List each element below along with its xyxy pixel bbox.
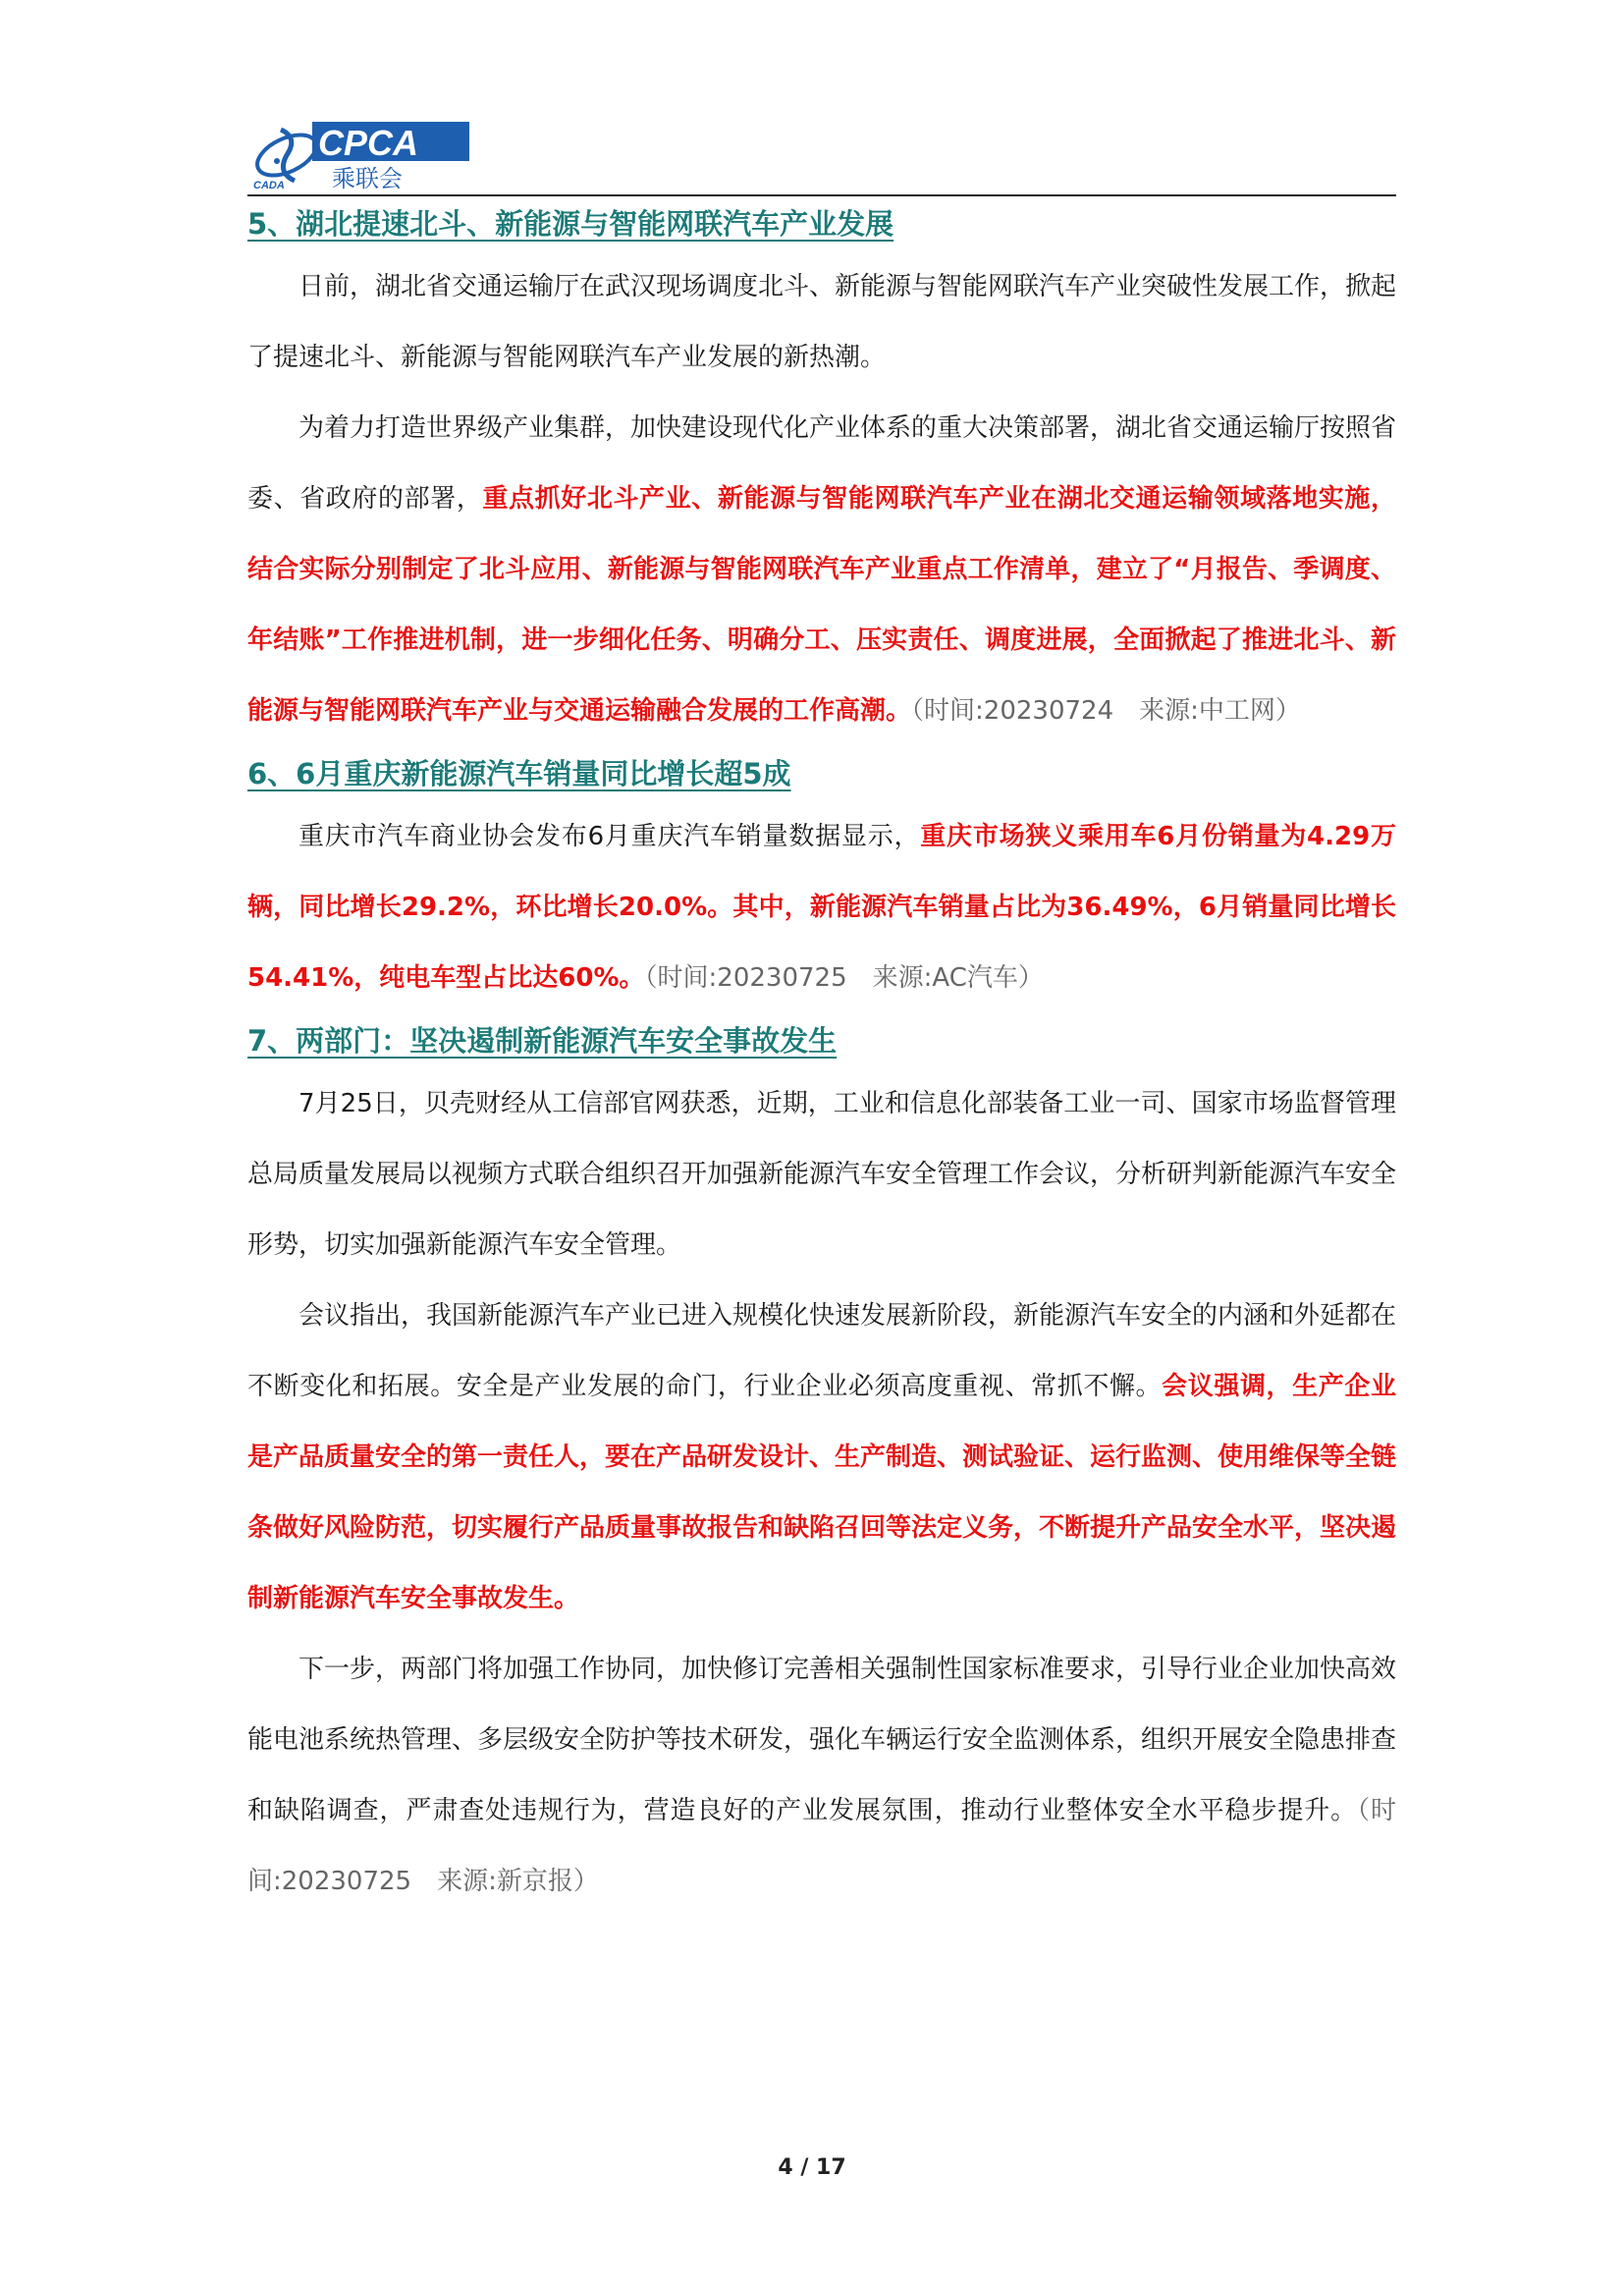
paragraph: 为着力打造世界级产业集群，加快建设现代化产业体系的重大决策部署，湖北省交通运输厅按照省委、省政府的部署，重点抓好北斗产业、新能源与智能网联汽车产业在湖北交通运输领域落地实施，结合实际分别制定了北斗应用、新能源与智能网联汽车产业重点工作清单，建立了“月报告、季调度、年结账”工作推进机制，进一步细化任务、明确分工、压实责任、调度进展，全面掀起了推进北斗、新能源与智能网联汽车产业与交通运输融合发展的工作高潮。（时间:20230724 来源:中工网） — [247, 413, 1397, 726]
paragraph: 下一步，两部门将加强工作协同，加快修订完善相关强制性国家标准要求，引导行业企业加快高效能电池系统热管理、多层级安全防护等技术研发，强化车辆运行安全监测体系，组织开展安全隐患排查和缺陷调查，严肃查处违规行为，营造良好的产业发展氛围，推动行业整体安全水平稳步提升。（时间:20230725 来源:新京报） — [247, 1655, 1397, 1896]
section-heading: 7、两部门：坚决遏制新能源汽车安全事故发生 — [247, 1024, 838, 1058]
svg-text:CADA: CADA — [253, 180, 285, 191]
section-heading: 5、湖北提速北斗、新能源与智能网联汽车产业发展 — [247, 207, 894, 241]
article-content — [247, 196, 1396, 1917]
svg-text:CPCA: CPCA — [318, 123, 419, 163]
source-note: （时间:20230725 来源:AC汽车） — [644, 963, 1044, 993]
source-note: （时间:20230725 来源:新京报） — [247, 1796, 1396, 1896]
section-heading: 6、6月重庆新能源汽车销量同比增长超5成 — [247, 757, 791, 790]
emphasis-text: 重点抓好北斗产业、新能源与智能网联汽车产业在湖北交通运输领域落地实施，结合实际分别制定了北斗应用、新能源与智能网联汽车产业重点工作清单，建立了“月报告、季调度、年结账”工作推进机制，进一步细化任务、明确分工、压实责任、调度进展，全面掀起了推进北斗、新能源与智能网联汽车产业与交通运输融合发展的工作高潮。 — [247, 484, 1396, 726]
paragraph: 7月25日，贝壳财经从工信部官网获悉，近期，工业和信息化部装备工业一司、国家市场监督管理总局质量发展局以视频方式联合组织召开加强新能源汽车安全管理工作会议，分析研判新能源汽车安全形势，切实加强新能源汽车安全管理。 — [247, 1089, 1397, 1260]
svg-text:乘联会: 乘联会 — [332, 165, 403, 192]
cpca-logo — [247, 116, 483, 192]
paragraph: 日前，湖北省交通运输厅在武汉现场调度北斗、新能源与智能网联汽车产业突破性发展工作，掀起了提速北斗、新能源与智能网联汽车产业发展的新热潮。 — [247, 272, 1397, 372]
source-note: （时间:20230724 来源:中工网） — [911, 696, 1301, 726]
page-number: 4 / 17 — [778, 2155, 846, 2180]
paragraph: 重庆市汽车商业协会发布6月重庆汽车销量数据显示，重庆市场狭义乘用车6月份销量为4.29万辆，同比增长29.2%，环比增长20.0%。其中，新能源汽车销量占比为36.49%，6月销量同比增长54.41%，纯电车型占比达60%。（时间:20230725 来源:AC汽车） — [247, 822, 1396, 993]
emphasis-text: 重庆市场狭义乘用车6月份销量为4.29万辆，同比增长29.2%，环比增长20.0%。其中，新能源汽车销量占比为36.49%，6月销量同比增长54.41%，纯电车型占比达60%。 — [247, 822, 1396, 993]
emphasis-text: 会议强调，生产企业是产品质量安全的第一责任人，要在产品研发设计、生产制造、测试验证、运行监测、使用维保等全链条做好风险防范，切实履行产品质量事故报告和缺陷召回等法定义务，不断提升产品安全水平，坚决遏制新能源汽车安全事故发生。 — [247, 1372, 1397, 1613]
paragraph: 会议指出，我国新能源汽车产业已进入规模化快速发展新阶段，新能源汽车安全的内涵和外延都在不断变化和拓展。安全是产业发展的命门，行业企业必须高度重视、常抓不懈。会议强调，生产企业是产品质量安全的第一责任人，要在产品研发设计、生产制造、测试验证、运行监测、使用维保等全链条做好风险防范，切实履行产品质量事故报告和缺陷召回等法定义务，不断提升产品安全水平，坚决遏制新能源汽车安全事故发生。 — [247, 1301, 1397, 1613]
page-header — [247, 116, 1396, 194]
